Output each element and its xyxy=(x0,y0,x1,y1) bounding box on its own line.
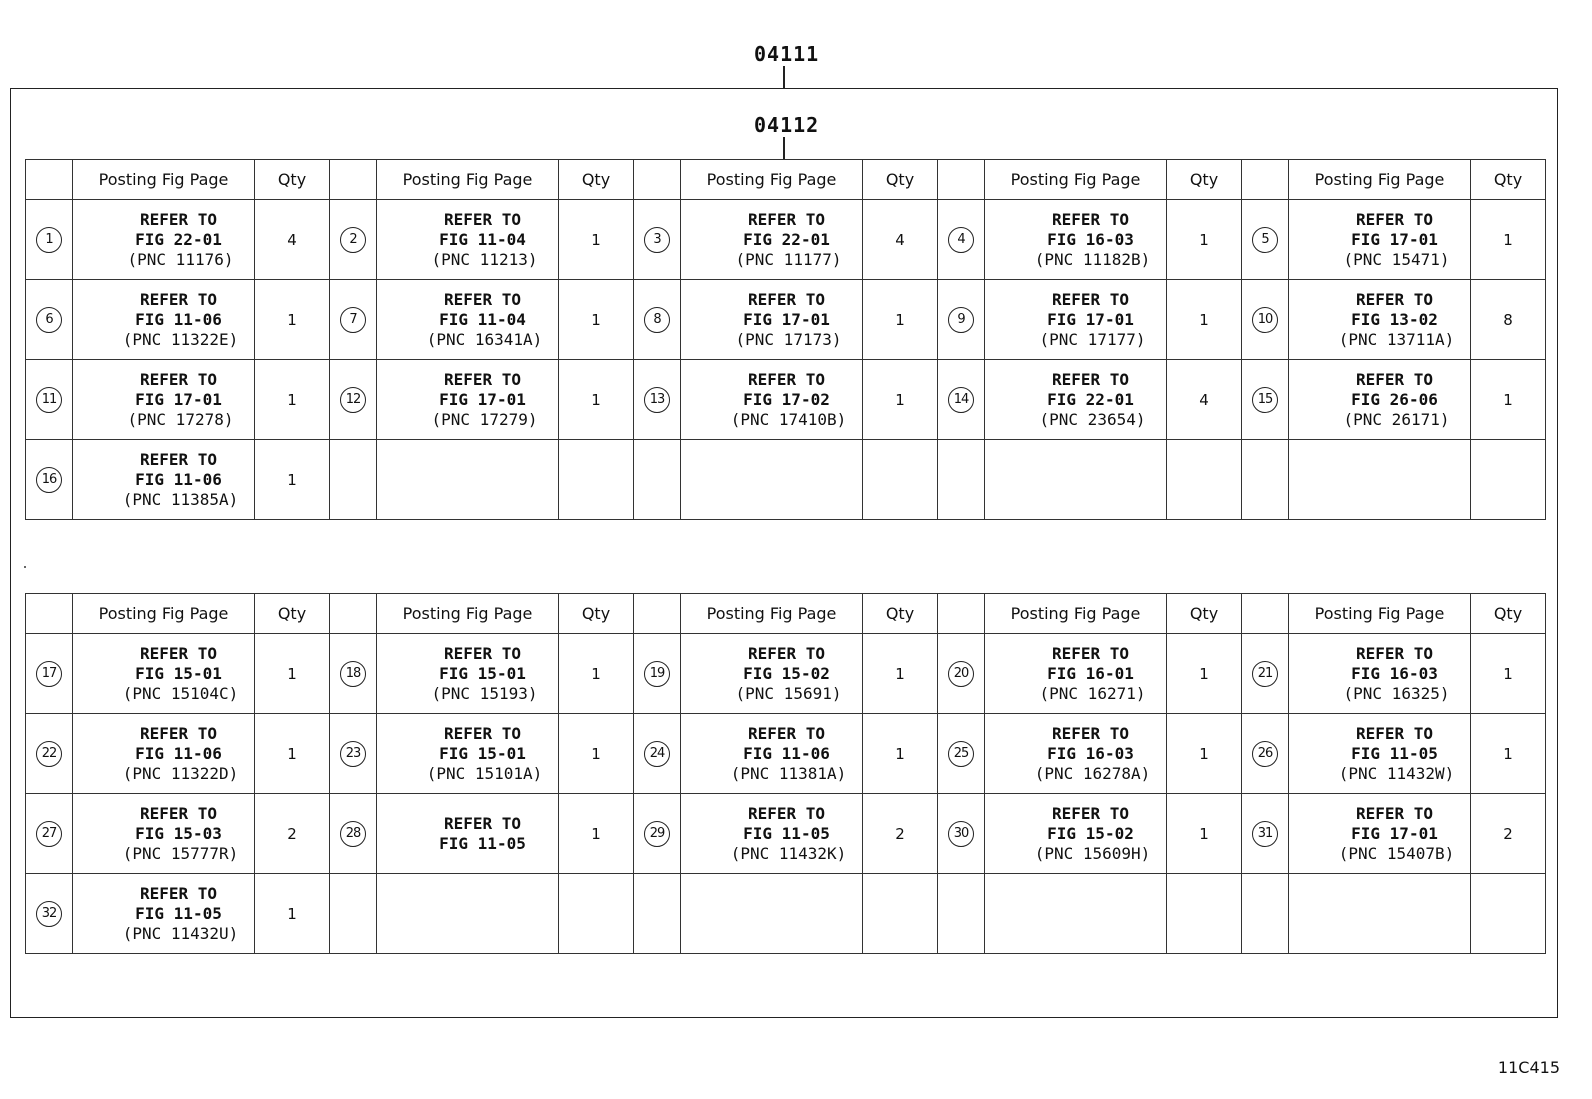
header-index-cell xyxy=(938,160,985,200)
item-number-cell xyxy=(330,280,377,360)
pnc-reference: (PNC 17410B) xyxy=(730,409,847,429)
fig-reference: FIG 22-01 xyxy=(135,229,222,249)
item-number-cell xyxy=(26,714,73,794)
header-index-cell xyxy=(26,160,73,200)
reference-cell xyxy=(377,360,559,440)
refer-to-text: REFER TO xyxy=(1355,209,1434,229)
pnc-reference: (PNC 26171) xyxy=(1343,409,1450,429)
refer-to-text: REFER TO xyxy=(139,803,218,823)
fig-reference: FIG 15-01 xyxy=(439,743,526,763)
item-number-cell xyxy=(26,634,73,714)
item-number-cell xyxy=(26,280,73,360)
item-number-badge: 27 xyxy=(36,821,62,847)
item-number-badge: 5 xyxy=(1252,227,1278,253)
refer-to-text: REFER TO xyxy=(139,643,218,663)
item-number-cell xyxy=(634,634,681,714)
table-row xyxy=(26,360,1546,440)
qty-cell xyxy=(559,874,634,954)
item-number-cell xyxy=(938,634,985,714)
header-qty: Qty xyxy=(1471,160,1546,200)
pnc-reference: (PNC 15101A) xyxy=(426,763,543,783)
table-row xyxy=(26,634,1546,714)
item-number-badge: 14 xyxy=(948,387,974,413)
header-qty: Qty xyxy=(559,594,634,634)
item-number-badge: 1 xyxy=(36,227,62,253)
fig-reference: FIG 17-01 xyxy=(1351,229,1438,249)
item-number-badge: 4 xyxy=(948,227,974,253)
item-number-cell xyxy=(634,874,681,954)
header-index-cell xyxy=(330,160,377,200)
reference-cell xyxy=(681,714,863,794)
pnc-reference: (PNC 11322D) xyxy=(122,763,239,783)
fig-reference: FIG 15-01 xyxy=(439,663,526,683)
reference-cell xyxy=(377,794,559,874)
item-number-badge: 29 xyxy=(644,821,670,847)
item-number-cell xyxy=(1242,200,1289,280)
reference-cell xyxy=(1289,360,1471,440)
reference-cell xyxy=(377,634,559,714)
pnc-reference: (PNC 23654) xyxy=(1039,409,1146,429)
item-number-cell xyxy=(26,200,73,280)
item-number-cell xyxy=(1242,874,1289,954)
stray-dot xyxy=(24,566,26,568)
qty-cell: 1 xyxy=(863,634,938,714)
fig-reference: FIG 13-02 xyxy=(1351,309,1438,329)
qty-cell: 1 xyxy=(559,360,634,440)
item-number-cell xyxy=(634,794,681,874)
qty-cell: 8 xyxy=(1471,280,1546,360)
item-number-cell xyxy=(938,794,985,874)
header-index-cell xyxy=(634,594,681,634)
reference-cell xyxy=(681,794,863,874)
item-number-badge: 25 xyxy=(948,741,974,767)
pnc-reference: (PNC 11432K) xyxy=(730,843,847,863)
refer-to-text: REFER TO xyxy=(139,449,218,469)
pnc-reference: (PNC 17279) xyxy=(431,409,538,429)
item-number-cell xyxy=(26,794,73,874)
header-posting-fig-page: Posting Fig Page xyxy=(377,594,559,634)
reference-cell xyxy=(985,440,1167,520)
item-number-cell xyxy=(634,200,681,280)
item-number-cell xyxy=(634,440,681,520)
item-number-badge: 13 xyxy=(644,387,670,413)
item-number-badge: 10 xyxy=(1252,307,1278,333)
header-posting-fig-page: Posting Fig Page xyxy=(73,594,255,634)
qty-cell: 1 xyxy=(559,794,634,874)
pnc-reference: (PNC 11385A) xyxy=(122,489,239,509)
reference-cell xyxy=(985,200,1167,280)
refer-to-text: REFER TO xyxy=(139,369,218,389)
fig-reference: FIG 11-06 xyxy=(135,469,222,489)
item-number-badge: 21 xyxy=(1252,661,1278,687)
item-number-badge: 15 xyxy=(1252,387,1278,413)
item-number-cell xyxy=(330,874,377,954)
qty-cell xyxy=(1167,440,1242,520)
item-number-cell xyxy=(938,874,985,954)
refer-to-text: REFER TO xyxy=(747,209,826,229)
fig-reference: FIG 17-02 xyxy=(743,389,830,409)
item-number-cell xyxy=(938,200,985,280)
qty-cell xyxy=(863,440,938,520)
item-number-badge: 32 xyxy=(36,901,62,927)
qty-cell: 2 xyxy=(255,794,330,874)
refer-to-text: REFER TO xyxy=(139,883,218,903)
item-number-cell xyxy=(1242,280,1289,360)
reference-cell xyxy=(681,280,863,360)
fig-reference: FIG 11-05 xyxy=(743,823,830,843)
pnc-reference: (PNC 17177) xyxy=(1039,329,1146,349)
pnc-reference: (PNC 15407B) xyxy=(1338,843,1455,863)
header-index-cell xyxy=(1242,594,1289,634)
header-qty: Qty xyxy=(863,594,938,634)
pnc-reference: (PNC 15691) xyxy=(735,683,842,703)
item-number-cell xyxy=(1242,634,1289,714)
refer-to-text: REFER TO xyxy=(747,643,826,663)
fig-reference: FIG 17-01 xyxy=(439,389,526,409)
header-qty: Qty xyxy=(1167,160,1242,200)
qty-cell: 1 xyxy=(863,360,938,440)
refer-to-text: REFER TO xyxy=(1051,803,1130,823)
reference-cell xyxy=(985,874,1167,954)
qty-cell: 1 xyxy=(255,360,330,440)
header-qty: Qty xyxy=(1167,594,1242,634)
item-number-badge: 22 xyxy=(36,741,62,767)
item-number-cell xyxy=(938,714,985,794)
item-number-cell xyxy=(1242,440,1289,520)
header-index-cell xyxy=(26,594,73,634)
table-row xyxy=(26,874,1546,954)
refer-to-text: REFER TO xyxy=(139,209,218,229)
item-number-badge: 19 xyxy=(644,661,670,687)
fig-reference: FIG 11-05 xyxy=(439,833,526,853)
header-posting-fig-page: Posting Fig Page xyxy=(985,594,1167,634)
qty-cell xyxy=(1471,874,1546,954)
qty-cell: 1 xyxy=(1471,634,1546,714)
outer-leader-line xyxy=(783,66,785,88)
reference-cell xyxy=(73,360,255,440)
item-number-badge: 11 xyxy=(36,387,62,413)
fig-reference: FIG 15-03 xyxy=(135,823,222,843)
reference-cell xyxy=(1289,634,1471,714)
pnc-reference: (PNC 16341A) xyxy=(426,329,543,349)
qty-cell: 1 xyxy=(1167,280,1242,360)
item-number-badge: 16 xyxy=(36,467,62,493)
header-qty: Qty xyxy=(559,160,634,200)
qty-cell: 1 xyxy=(559,200,634,280)
item-number-cell xyxy=(1242,714,1289,794)
fig-reference: FIG 17-01 xyxy=(1047,309,1134,329)
fig-reference: FIG 11-06 xyxy=(135,309,222,329)
item-number-cell xyxy=(634,360,681,440)
refer-to-text: REFER TO xyxy=(747,723,826,743)
item-number-badge: 23 xyxy=(340,741,366,767)
refer-to-text: REFER TO xyxy=(443,209,522,229)
pnc-reference: (PNC 17173) xyxy=(735,329,842,349)
reference-cell xyxy=(377,280,559,360)
header-row xyxy=(26,594,1546,634)
qty-cell: 1 xyxy=(559,280,634,360)
qty-cell: 1 xyxy=(255,440,330,520)
item-number-badge: 2 xyxy=(340,227,366,253)
pnc-reference: (PNC 11182B) xyxy=(1034,249,1151,269)
reference-cell xyxy=(377,200,559,280)
item-number-cell xyxy=(26,874,73,954)
qty-cell: 1 xyxy=(559,634,634,714)
refer-to-text: REFER TO xyxy=(1051,209,1130,229)
item-number-cell xyxy=(330,440,377,520)
item-number-badge: 24 xyxy=(644,741,670,767)
refer-to-text: REFER TO xyxy=(747,369,826,389)
item-number-cell xyxy=(26,360,73,440)
reference-cell xyxy=(1289,440,1471,520)
qty-cell: 1 xyxy=(1167,634,1242,714)
reference-cell xyxy=(681,200,863,280)
refer-to-text: REFER TO xyxy=(139,723,218,743)
header-posting-fig-page: Posting Fig Page xyxy=(681,160,863,200)
header-qty: Qty xyxy=(863,160,938,200)
item-number-cell xyxy=(330,634,377,714)
pnc-reference: (PNC 11432U) xyxy=(122,923,239,943)
qty-cell xyxy=(863,874,938,954)
item-number-badge: 7 xyxy=(340,307,366,333)
reference-cell xyxy=(73,280,255,360)
reference-cell xyxy=(681,440,863,520)
fig-reference: FIG 15-02 xyxy=(743,663,830,683)
table-row xyxy=(26,714,1546,794)
item-number-badge: 9 xyxy=(948,307,974,333)
fig-reference: FIG 16-03 xyxy=(1047,743,1134,763)
reference-cell xyxy=(73,440,255,520)
table-row xyxy=(26,794,1546,874)
qty-cell: 1 xyxy=(255,280,330,360)
pnc-reference: (PNC 15104C) xyxy=(122,683,239,703)
pnc-reference: (PNC 16278A) xyxy=(1034,763,1151,783)
qty-cell: 1 xyxy=(559,714,634,794)
fig-reference: FIG 17-01 xyxy=(743,309,830,329)
reference-cell xyxy=(73,634,255,714)
refer-to-text: REFER TO xyxy=(1355,643,1434,663)
item-number-cell xyxy=(938,280,985,360)
header-posting-fig-page: Posting Fig Page xyxy=(73,160,255,200)
pnc-reference: (PNC 11176) xyxy=(127,249,234,269)
refer-to-text: REFER TO xyxy=(1355,723,1434,743)
item-number-cell xyxy=(330,794,377,874)
refer-to-text: REFER TO xyxy=(443,723,522,743)
item-number-badge: 3 xyxy=(644,227,670,253)
header-qty: Qty xyxy=(1471,594,1546,634)
qty-cell: 4 xyxy=(255,200,330,280)
refer-to-text: REFER TO xyxy=(443,289,522,309)
table-row xyxy=(26,280,1546,360)
inner-leader-line xyxy=(783,137,785,160)
qty-cell: 1 xyxy=(255,634,330,714)
reference-cell xyxy=(985,714,1167,794)
reference-cell xyxy=(73,714,255,794)
refer-to-text: REFER TO xyxy=(443,369,522,389)
qty-cell: 1 xyxy=(1167,714,1242,794)
inner-assembly-label: 04112 xyxy=(754,113,820,137)
header-index-cell xyxy=(938,594,985,634)
header-posting-fig-page: Posting Fig Page xyxy=(1289,160,1471,200)
refer-to-text: REFER TO xyxy=(1051,289,1130,309)
item-number-cell xyxy=(634,714,681,794)
table-row xyxy=(26,440,1546,520)
reference-cell xyxy=(1289,280,1471,360)
reference-cell xyxy=(985,794,1167,874)
item-number-badge: 20 xyxy=(948,661,974,687)
qty-cell: 1 xyxy=(1471,360,1546,440)
item-number-badge: 12 xyxy=(340,387,366,413)
fig-reference: FIG 17-01 xyxy=(1351,823,1438,843)
reference-cell xyxy=(985,634,1167,714)
header-index-cell xyxy=(330,594,377,634)
header-index-cell xyxy=(634,160,681,200)
reference-cell xyxy=(1289,714,1471,794)
refer-to-text: REFER TO xyxy=(1051,369,1130,389)
header-row xyxy=(26,160,1546,200)
fig-reference: FIG 11-06 xyxy=(743,743,830,763)
qty-cell xyxy=(559,440,634,520)
qty-cell: 1 xyxy=(1167,794,1242,874)
item-number-cell xyxy=(938,440,985,520)
header-posting-fig-page: Posting Fig Page xyxy=(681,594,863,634)
reference-cell xyxy=(1289,200,1471,280)
header-qty: Qty xyxy=(255,594,330,634)
pnc-reference: (PNC 11213) xyxy=(431,249,538,269)
refer-to-text: REFER TO xyxy=(747,289,826,309)
item-number-badge: 18 xyxy=(340,661,366,687)
reference-cell xyxy=(681,874,863,954)
qty-cell xyxy=(1167,874,1242,954)
pnc-reference: (PNC 11432W) xyxy=(1338,763,1455,783)
refer-to-text: REFER TO xyxy=(443,813,522,833)
qty-cell: 4 xyxy=(1167,360,1242,440)
reference-cell xyxy=(681,360,863,440)
qty-cell: 4 xyxy=(863,200,938,280)
pnc-reference: (PNC 17278) xyxy=(127,409,234,429)
item-number-cell xyxy=(330,360,377,440)
reference-cell xyxy=(985,280,1167,360)
fig-reference: FIG 16-03 xyxy=(1047,229,1134,249)
reference-cell xyxy=(73,794,255,874)
pnc-reference: (PNC 11322E) xyxy=(122,329,239,349)
table-row xyxy=(26,200,1546,280)
pnc-reference: (PNC 15609H) xyxy=(1034,843,1151,863)
qty-cell: 1 xyxy=(863,280,938,360)
reference-cell xyxy=(681,634,863,714)
fig-reference: FIG 11-05 xyxy=(135,903,222,923)
parts-table-1 xyxy=(25,159,1546,520)
item-number-badge: 8 xyxy=(644,307,670,333)
fig-reference: FIG 15-01 xyxy=(135,663,222,683)
pnc-reference: (PNC 16325) xyxy=(1343,683,1450,703)
drawing-code: 11C415 xyxy=(1497,1058,1560,1077)
item-number-cell xyxy=(1242,360,1289,440)
fig-reference: FIG 15-02 xyxy=(1047,823,1134,843)
qty-cell: 1 xyxy=(255,874,330,954)
header-posting-fig-page: Posting Fig Page xyxy=(377,160,559,200)
pnc-reference: (PNC 11381A) xyxy=(730,763,847,783)
fig-reference: FIG 17-01 xyxy=(135,389,222,409)
qty-cell: 2 xyxy=(1471,794,1546,874)
refer-to-text: REFER TO xyxy=(1051,643,1130,663)
fig-reference: FIG 16-03 xyxy=(1351,663,1438,683)
qty-cell: 1 xyxy=(255,714,330,794)
reference-cell xyxy=(985,360,1167,440)
fig-reference: FIG 26-06 xyxy=(1351,389,1438,409)
item-number-badge: 30 xyxy=(948,821,974,847)
item-number-cell xyxy=(26,440,73,520)
header-posting-fig-page: Posting Fig Page xyxy=(1289,594,1471,634)
reference-cell xyxy=(377,874,559,954)
qty-cell: 2 xyxy=(863,794,938,874)
qty-cell: 1 xyxy=(1471,200,1546,280)
refer-to-text: REFER TO xyxy=(1355,369,1434,389)
outer-assembly-label: 04111 xyxy=(754,42,820,66)
pnc-reference: (PNC 16271) xyxy=(1039,683,1146,703)
reference-cell xyxy=(73,874,255,954)
item-number-badge: 28 xyxy=(340,821,366,847)
refer-to-text: REFER TO xyxy=(747,803,826,823)
reference-cell xyxy=(377,440,559,520)
fig-reference: FIG 11-04 xyxy=(439,229,526,249)
item-number-badge: 6 xyxy=(36,307,62,333)
item-number-cell xyxy=(634,280,681,360)
item-number-badge: 17 xyxy=(36,661,62,687)
fig-reference: FIG 11-06 xyxy=(135,743,222,763)
refer-to-text: REFER TO xyxy=(1355,289,1434,309)
parts-table-2 xyxy=(25,593,1546,954)
refer-to-text: REFER TO xyxy=(139,289,218,309)
pnc-reference: (PNC 11177) xyxy=(735,249,842,269)
refer-to-text: REFER TO xyxy=(1355,803,1434,823)
item-number-cell xyxy=(1242,794,1289,874)
pnc-reference: (PNC 15193) xyxy=(431,683,538,703)
reference-cell xyxy=(377,714,559,794)
header-index-cell xyxy=(1242,160,1289,200)
pnc-reference: (PNC 13711A) xyxy=(1338,329,1455,349)
header-posting-fig-page: Posting Fig Page xyxy=(985,160,1167,200)
item-number-badge: 26 xyxy=(1252,741,1278,767)
qty-cell: 1 xyxy=(863,714,938,794)
qty-cell: 1 xyxy=(1471,714,1546,794)
item-number-cell xyxy=(330,200,377,280)
pnc-reference: (PNC 15471) xyxy=(1343,249,1450,269)
item-number-cell xyxy=(938,360,985,440)
header-qty: Qty xyxy=(255,160,330,200)
item-number-cell xyxy=(330,714,377,794)
item-number-badge: 31 xyxy=(1252,821,1278,847)
refer-to-text: REFER TO xyxy=(443,643,522,663)
refer-to-text: REFER TO xyxy=(1051,723,1130,743)
fig-reference: FIG 22-01 xyxy=(743,229,830,249)
reference-cell xyxy=(1289,874,1471,954)
pnc-reference: (PNC 15777R) xyxy=(122,843,239,863)
fig-reference: FIG 11-05 xyxy=(1351,743,1438,763)
fig-reference: FIG 16-01 xyxy=(1047,663,1134,683)
reference-cell xyxy=(1289,794,1471,874)
qty-cell xyxy=(1471,440,1546,520)
fig-reference: FIG 22-01 xyxy=(1047,389,1134,409)
reference-cell xyxy=(73,200,255,280)
fig-reference: FIG 11-04 xyxy=(439,309,526,329)
qty-cell: 1 xyxy=(1167,200,1242,280)
